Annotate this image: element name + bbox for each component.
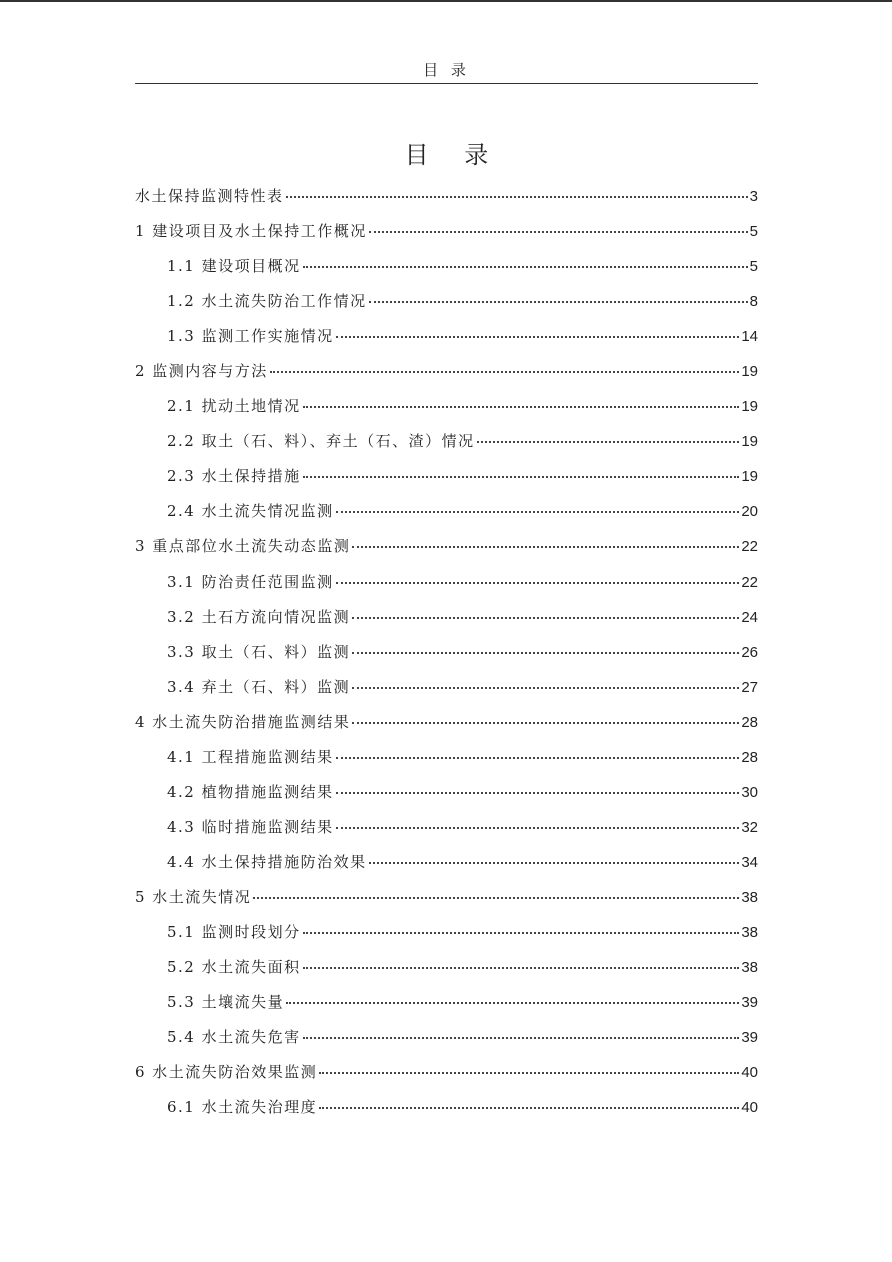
toc-dot-leader <box>336 792 740 794</box>
toc-dot-leader <box>270 371 740 373</box>
toc-entry[interactable] <box>135 915 758 950</box>
toc-entry[interactable] <box>135 985 758 1020</box>
toc-dot-leader <box>352 546 739 548</box>
toc-entry-label: 2.3 水土保持措施 <box>167 467 301 486</box>
toc-entry-page-number: 8 <box>749 293 758 311</box>
page-top-border <box>0 0 892 2</box>
toc-entry-page-number: 5 <box>749 223 758 241</box>
toc-entry[interactable] <box>135 529 758 564</box>
toc-dot-leader <box>477 441 740 443</box>
toc-entry[interactable] <box>135 459 758 494</box>
table-of-contents <box>135 179 758 1125</box>
toc-dot-leader <box>336 582 740 584</box>
toc-entry-label: 4.1 工程措施监测结果 <box>167 747 334 766</box>
toc-entry-label: 3 重点部位水土流失动态监测 <box>135 537 351 556</box>
toc-entry-label: 6 水土流失防治效果监测 <box>135 1063 318 1082</box>
toc-entry-page-number: 22 <box>741 538 758 556</box>
toc-entry-page-number: 39 <box>741 994 758 1012</box>
toc-entry-page-number: 19 <box>741 433 758 451</box>
toc-entry-label: 3.2 土石方流向情况监测 <box>167 607 351 626</box>
toc-entry-page-number: 40 <box>741 1064 758 1082</box>
toc-entry-label: 3.4 弃土（石、料）监测 <box>167 677 351 696</box>
toc-dot-leader <box>319 1107 739 1109</box>
toc-dot-leader <box>286 1002 739 1004</box>
toc-dot-leader <box>369 231 748 233</box>
toc-entry-page-number: 34 <box>741 853 758 871</box>
toc-dot-leader <box>303 406 740 408</box>
toc-entry-page-number: 22 <box>741 573 758 591</box>
toc-entry-label: 1.1 建设项目概况 <box>167 257 301 276</box>
toc-title: 目 录 <box>404 141 503 169</box>
toc-entry[interactable] <box>135 389 758 424</box>
toc-dot-leader <box>319 1072 739 1074</box>
toc-entry-label: 5 水土流失情况 <box>135 887 252 906</box>
toc-dot-leader <box>303 1037 740 1039</box>
toc-entry-label: 5.4 水土流失危害 <box>167 1028 301 1047</box>
toc-dot-leader <box>253 897 739 899</box>
toc-entry[interactable] <box>135 845 758 880</box>
toc-entry-label: 6.1 水土流失治理度 <box>167 1098 318 1117</box>
toc-dot-leader <box>369 301 748 303</box>
toc-entry[interactable] <box>135 950 758 985</box>
toc-entry-label: 1 建设项目及水土保持工作概况 <box>135 222 367 241</box>
toc-dot-leader <box>336 757 740 759</box>
toc-entry-page-number: 38 <box>741 888 758 906</box>
toc-dot-leader <box>286 196 748 198</box>
toc-entry[interactable] <box>135 810 758 845</box>
toc-entry[interactable] <box>135 319 758 354</box>
toc-entry-label: 5.1 监测时段划分 <box>167 922 301 941</box>
toc-entry-label: 1.3 监测工作实施情况 <box>167 327 334 346</box>
toc-entry-label: 2.4 水土流失情况监测 <box>167 502 334 521</box>
toc-entry-page-number: 38 <box>741 923 758 941</box>
toc-entry[interactable] <box>135 1055 758 1090</box>
toc-entry-label: 4.4 水土保持措施防治效果 <box>167 852 367 871</box>
toc-dot-leader <box>303 932 740 934</box>
toc-dot-leader <box>336 511 740 513</box>
toc-dot-leader <box>352 617 739 619</box>
toc-entry-label: 2.2 取土（石、料）、弃土（石、渣）情况 <box>167 432 475 451</box>
toc-entry[interactable] <box>135 880 758 915</box>
toc-entry-page-number: 19 <box>741 363 758 381</box>
running-header: 目 录 <box>135 58 758 84</box>
toc-dot-leader <box>369 862 740 864</box>
toc-entry[interactable] <box>135 670 758 705</box>
toc-dot-leader <box>352 652 739 654</box>
toc-entry[interactable] <box>135 1020 758 1055</box>
toc-entry-label: 3.1 防治责任范围监测 <box>167 572 334 591</box>
toc-entry-label: 水土保持监测特性表 <box>135 187 284 205</box>
toc-entry-label: 1.2 水土流失防治工作情况 <box>167 292 367 311</box>
toc-entry-page-number: 14 <box>741 328 758 346</box>
toc-entry-page-number: 19 <box>741 398 758 416</box>
toc-entry-page-number: 5 <box>749 258 758 276</box>
toc-entry-page-number: 27 <box>741 678 758 696</box>
toc-entry-label: 5.2 水土流失面积 <box>167 958 301 977</box>
toc-dot-leader <box>303 266 748 268</box>
toc-entry[interactable] <box>135 494 758 529</box>
toc-entry-page-number: 3 <box>749 188 758 205</box>
toc-entry[interactable] <box>135 249 758 284</box>
toc-entry[interactable] <box>135 424 758 459</box>
toc-entry-label: 2.1 扰动土地情况 <box>167 397 301 416</box>
toc-entry-page-number: 20 <box>741 503 758 521</box>
toc-entry-page-number: 19 <box>741 468 758 486</box>
toc-entry[interactable] <box>135 705 758 740</box>
toc-entry-label: 4.2 植物措施监测结果 <box>167 782 334 801</box>
toc-entry-page-number: 38 <box>741 959 758 977</box>
toc-entry-label: 5.3 土壤流失量 <box>167 993 285 1012</box>
toc-entry-page-number: 30 <box>741 783 758 801</box>
toc-entry[interactable] <box>135 775 758 810</box>
toc-entry[interactable] <box>135 214 758 249</box>
toc-entry-page-number: 28 <box>741 713 758 731</box>
toc-dot-leader <box>352 722 739 724</box>
toc-entry[interactable] <box>135 600 758 635</box>
toc-entry-page-number: 32 <box>741 818 758 836</box>
toc-dot-leader <box>336 336 740 338</box>
toc-entry[interactable] <box>135 179 758 214</box>
toc-dot-leader <box>336 827 740 829</box>
toc-entry[interactable] <box>135 635 758 670</box>
toc-entry-label: 4 水土流失防治措施监测结果 <box>135 712 351 731</box>
toc-entry-label: 4.3 临时措施监测结果 <box>167 817 334 836</box>
toc-entry[interactable] <box>135 284 758 319</box>
toc-dot-leader <box>352 687 739 689</box>
toc-entry-label: 2 监测内容与方法 <box>135 362 268 381</box>
toc-entry[interactable] <box>135 740 758 775</box>
toc-entry-label: 3.3 取土（石、料）监测 <box>167 642 351 661</box>
toc-entry[interactable] <box>135 354 758 389</box>
toc-dot-leader <box>303 476 740 478</box>
toc-entry-page-number: 28 <box>741 748 758 766</box>
toc-entry-page-number: 39 <box>741 1029 758 1047</box>
toc-dot-leader <box>303 967 740 969</box>
toc-entry-page-number: 24 <box>741 608 758 626</box>
toc-entry[interactable] <box>135 565 758 600</box>
toc-entry-page-number: 40 <box>741 1099 758 1117</box>
toc-entry[interactable] <box>135 1090 758 1125</box>
toc-entry-page-number: 26 <box>741 643 758 661</box>
